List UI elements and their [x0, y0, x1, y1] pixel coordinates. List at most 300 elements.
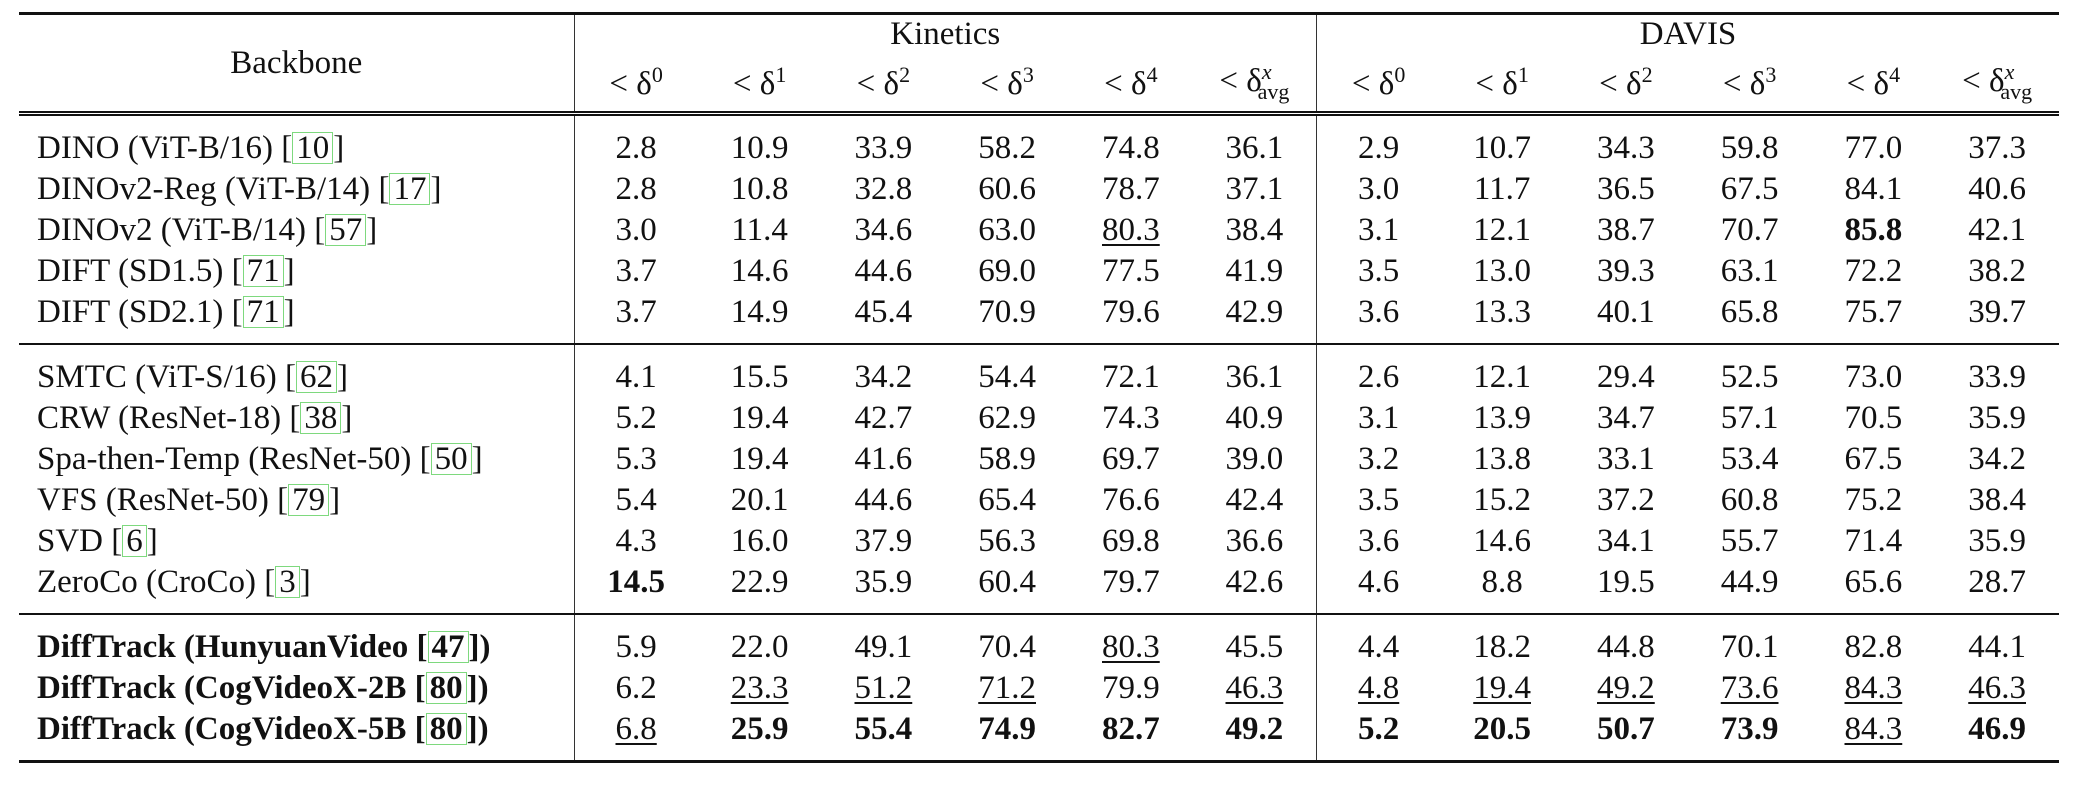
value: 12.1	[1473, 212, 1531, 248]
value-cell	[574, 292, 698, 344]
value: 34.2	[854, 359, 913, 395]
value-cell	[1193, 292, 1317, 344]
backbone-name: DIFT (SD2.1)	[37, 294, 224, 330]
value: 44.1	[1968, 629, 2026, 665]
metric-superscript: 3	[1022, 61, 1034, 87]
value-cell	[822, 210, 946, 251]
metric-symbol: < δ	[1475, 65, 1518, 102]
value: 65.4	[978, 482, 1036, 518]
value-cell	[1564, 480, 1688, 521]
value-cell	[1935, 614, 2059, 668]
value: 60.6	[978, 171, 1036, 207]
value-cell	[1935, 439, 2059, 480]
value: 51.2	[854, 670, 913, 706]
backbone-name: DIFT (SD1.5)	[37, 253, 224, 289]
value-cell	[1812, 169, 1936, 210]
value: 39.3	[1597, 253, 1655, 289]
value-cell	[574, 251, 698, 292]
value-cell	[698, 614, 822, 668]
value: 41.9	[1225, 253, 1284, 289]
value-cell	[698, 562, 822, 614]
value-cell	[1564, 169, 1688, 210]
value-cell	[1193, 480, 1317, 521]
value: 5.9	[615, 629, 657, 665]
value-cell	[1688, 614, 1812, 668]
value: 42.7	[854, 400, 913, 436]
value: 37.3	[1968, 130, 2026, 166]
metric-symbol: < δ	[1104, 65, 1147, 102]
value-cell	[1317, 114, 1441, 170]
value: 59.8	[1720, 130, 1779, 166]
citation-link[interactable]: 10	[292, 132, 333, 164]
value: 14.9	[730, 294, 789, 330]
backbone-name-close: )	[477, 670, 489, 706]
value: 70.4	[978, 629, 1036, 665]
value-cell	[1688, 562, 1812, 614]
value: 79.9	[1102, 670, 1160, 706]
value-cell	[822, 251, 946, 292]
value-cell	[1440, 114, 1564, 170]
value: 74.8	[1102, 130, 1160, 166]
value: 63.1	[1720, 253, 1779, 289]
value-cell	[1069, 709, 1193, 762]
value: 4.4	[1358, 629, 1400, 665]
value: 14.5	[607, 564, 665, 600]
value: 84.3	[1844, 670, 1903, 706]
value-cell	[1069, 344, 1193, 398]
value: 70.5	[1844, 400, 1903, 436]
value: 44.8	[1597, 629, 1655, 665]
value: 44.6	[854, 482, 913, 518]
value-cell	[1688, 114, 1812, 170]
metric-header-davis-1	[1440, 53, 1564, 114]
metric-header-kinetics-4	[1069, 53, 1193, 114]
value-cell	[1193, 614, 1317, 668]
value: 44.9	[1720, 564, 1779, 600]
value-cell	[822, 344, 946, 398]
value-cell	[1193, 521, 1317, 562]
value-cell	[1688, 480, 1812, 521]
value-cell	[822, 521, 946, 562]
metric-header-davis-4	[1812, 53, 1936, 114]
value-cell	[1935, 398, 2059, 439]
value-cell	[1935, 480, 2059, 521]
value-cell	[1440, 668, 1564, 709]
value: 76.6	[1102, 482, 1160, 518]
value: 39.7	[1968, 294, 2026, 330]
value-cell	[1069, 614, 1193, 668]
table-row	[19, 251, 2059, 292]
group-header-row	[19, 14, 2059, 54]
value: 11.4	[731, 212, 788, 248]
value-cell	[945, 169, 1069, 210]
value-cell	[1564, 521, 1688, 562]
value: 70.7	[1720, 212, 1779, 248]
citation-link[interactable]: 17	[389, 173, 430, 205]
value: 3.0	[615, 212, 657, 248]
value: 80.3	[1102, 212, 1160, 248]
value: 75.2	[1844, 482, 1903, 518]
value-cell	[822, 292, 946, 344]
value: 28.7	[1968, 564, 2026, 600]
metric-superscript: 1	[775, 61, 787, 87]
backbone-name: DiffTrack (HunyuanVideo	[37, 629, 409, 665]
value-cell	[822, 668, 946, 709]
value-cell	[574, 398, 698, 439]
value-cell	[1069, 562, 1193, 614]
value: 34.3	[1597, 130, 1655, 166]
backbone-name: DINO (ViT-B/16)	[37, 130, 274, 166]
backbone-name-cell: SMTC (ViT-S/16) [ 62 ]	[19, 344, 574, 398]
backbone-name-cell: DINO (ViT-B/16) [ 10 ]	[37, 130, 345, 166]
value: 4.1	[615, 359, 657, 395]
value: 5.2	[1358, 711, 1400, 747]
value-cell	[1688, 210, 1812, 251]
value: 5.3	[615, 441, 657, 477]
value-cell	[945, 114, 1069, 170]
value-cell	[1812, 114, 1936, 170]
value: 71.2	[978, 670, 1036, 706]
value: 38.2	[1968, 253, 2026, 289]
value: 13.0	[1473, 253, 1531, 289]
value: 4.3	[615, 523, 657, 559]
citation-link[interactable]: 71	[243, 255, 284, 287]
value-cell	[1317, 562, 1441, 614]
backbone-name-cell: VFS (ResNet-50) [ 79 ]	[37, 482, 341, 518]
value-cell	[1069, 439, 1193, 480]
citation-link[interactable]: 6	[122, 525, 147, 557]
metric-superscript: x	[1261, 59, 1272, 85]
value: 54.4	[978, 359, 1036, 395]
value: 34.2	[1968, 441, 2026, 477]
value: 73.0	[1844, 359, 1903, 395]
value-cell	[1069, 668, 1193, 709]
value: 74.3	[1102, 400, 1160, 436]
value: 69.7	[1102, 441, 1160, 477]
table-row	[19, 439, 2059, 480]
value: 23.3	[730, 670, 789, 706]
value: 78.7	[1102, 171, 1160, 207]
backbone-name: DINOv2-Reg (ViT-B/14)	[37, 171, 371, 207]
value-cell	[1069, 169, 1193, 210]
value-cell	[1317, 521, 1441, 562]
value-cell	[698, 114, 822, 170]
value: 40.9	[1225, 400, 1284, 436]
metric-superscript: 0	[651, 61, 663, 87]
value-cell	[945, 709, 1069, 762]
value-cell	[1069, 210, 1193, 251]
backbone-name-cell: DiffTrack (CogVideoX-5B [ 80 ])	[19, 709, 574, 762]
value: 46.3	[1225, 670, 1284, 706]
value-cell	[1440, 251, 1564, 292]
value: 37.1	[1225, 171, 1284, 207]
backbone-name: DINOv2 (ViT-B/14)	[37, 212, 307, 248]
value: 2.6	[1358, 359, 1400, 395]
value-cell	[945, 614, 1069, 668]
value: 84.1	[1844, 171, 1903, 207]
value-cell	[1193, 668, 1317, 709]
value: 42.6	[1225, 564, 1284, 600]
value: 52.5	[1720, 359, 1779, 395]
metric-superscript: 4	[1889, 61, 1901, 87]
value: 72.2	[1844, 253, 1903, 289]
backbone-name-cell: DIFT (SD1.5) [ 71 ]	[37, 253, 295, 289]
value: 22.9	[730, 564, 789, 600]
value-cell	[945, 439, 1069, 480]
value-cell	[574, 210, 698, 251]
value-cell	[1812, 210, 1936, 251]
value-cell	[945, 398, 1069, 439]
value-cell	[1935, 292, 2059, 344]
metric-symbol: < δ	[1351, 65, 1395, 102]
value-cell	[1317, 439, 1441, 480]
backbone-name-cell: ZeroCo (CroCo) [ 3 ]	[37, 564, 311, 600]
value-cell	[1440, 562, 1564, 614]
backbone-name: SVD	[37, 523, 104, 559]
value: 82.7	[1102, 711, 1160, 747]
value: 40.1	[1597, 294, 1655, 330]
value-cell	[574, 709, 698, 762]
metric-symbol: < δ	[732, 65, 776, 102]
value-cell	[1069, 398, 1193, 439]
value-cell	[698, 344, 822, 398]
value-cell	[1440, 344, 1564, 398]
value: 20.5	[1473, 711, 1531, 747]
value: 55.7	[1720, 523, 1779, 559]
value: 41.6	[854, 441, 913, 477]
value: 4.8	[1358, 670, 1400, 706]
value: 35.9	[1968, 523, 2026, 559]
metric-header-davis-5	[1935, 53, 2059, 114]
value-cell	[1193, 439, 1317, 480]
value-cell	[1812, 439, 1936, 480]
value-cell	[1440, 480, 1564, 521]
value: 45.4	[854, 294, 913, 330]
value-cell	[1812, 344, 1936, 398]
metric-symbol: < δ	[1599, 65, 1642, 102]
value-cell	[1688, 521, 1812, 562]
value: 58.9	[978, 441, 1036, 477]
value-cell	[945, 344, 1069, 398]
value: 84.3	[1844, 711, 1903, 747]
metric-symbol: < δ	[1722, 65, 1766, 102]
citation-link[interactable]: 57	[325, 214, 366, 246]
value: 63.0	[978, 212, 1036, 248]
value: 3.5	[1358, 253, 1400, 289]
table-row	[19, 210, 2059, 251]
value: 15.5	[730, 359, 789, 395]
value: 35.9	[1968, 400, 2026, 436]
value: 4.6	[1358, 564, 1400, 600]
metric-header-kinetics-0	[574, 53, 698, 114]
backbone-name-close: )	[479, 629, 491, 665]
value: 22.0	[730, 629, 789, 665]
value: 14.6	[1473, 523, 1531, 559]
value-cell	[1564, 344, 1688, 398]
citation-link[interactable]: 38	[300, 402, 341, 434]
value-cell	[1193, 114, 1317, 170]
value: 73.6	[1720, 670, 1779, 706]
value-cell	[1564, 114, 1688, 170]
value-cell	[1564, 562, 1688, 614]
value: 6.2	[615, 670, 657, 706]
value-cell	[945, 251, 1069, 292]
value: 53.4	[1720, 441, 1779, 477]
value-cell	[1812, 398, 1936, 439]
value: 37.2	[1597, 482, 1655, 518]
metric-symbol: < δ	[609, 65, 652, 102]
value-cell	[945, 292, 1069, 344]
value: 46.9	[1968, 711, 2026, 747]
citation-link[interactable]: 3	[275, 566, 300, 598]
value: 38.7	[1597, 212, 1655, 248]
value: 79.6	[1102, 294, 1160, 330]
value-cell	[698, 251, 822, 292]
value-cell	[1193, 251, 1317, 292]
value: 32.8	[854, 171, 913, 207]
value: 2.8	[615, 130, 657, 166]
backbone-name-cell: SVD [ 6 ]	[37, 523, 158, 559]
value-cell	[1317, 210, 1441, 251]
value: 50.7	[1597, 711, 1655, 747]
value-cell	[1317, 292, 1441, 344]
value: 73.9	[1720, 711, 1779, 747]
value: 3.5	[1358, 482, 1400, 518]
value-cell	[822, 114, 946, 170]
value-cell	[1069, 521, 1193, 562]
value-cell	[1688, 169, 1812, 210]
value-cell	[1812, 521, 1936, 562]
value-cell	[1440, 521, 1564, 562]
value: 67.5	[1844, 441, 1903, 477]
value: 49.1	[854, 629, 913, 665]
value: 3.2	[1358, 441, 1400, 477]
value-cell	[1564, 251, 1688, 292]
value-cell	[822, 439, 946, 480]
value-cell	[822, 480, 946, 521]
table-row	[19, 614, 2059, 668]
value: 85.8	[1844, 212, 1903, 248]
value-cell	[1812, 292, 1936, 344]
table-row	[19, 114, 2059, 170]
value: 2.8	[615, 171, 657, 207]
value: 3.7	[615, 294, 657, 330]
value-cell	[1688, 398, 1812, 439]
value: 16.0	[730, 523, 789, 559]
value-cell	[574, 169, 698, 210]
value-cell	[1564, 439, 1688, 480]
citation-link[interactable]: 80	[426, 713, 467, 745]
metric-subscript: avg	[1257, 78, 1290, 104]
value: 6.8	[615, 711, 657, 747]
metric-header-kinetics-2	[822, 53, 946, 114]
value: 13.9	[1473, 400, 1531, 436]
value-cell	[1317, 709, 1441, 762]
value-cell	[698, 210, 822, 251]
value: 60.8	[1720, 482, 1779, 518]
value: 33.9	[1968, 359, 2026, 395]
metric-superscript: 3	[1765, 61, 1777, 87]
value-cell	[574, 480, 698, 521]
value: 49.2	[1597, 670, 1655, 706]
value: 39.0	[1225, 441, 1284, 477]
value-cell	[1069, 292, 1193, 344]
metric-header-davis-3	[1688, 53, 1812, 114]
value: 19.5	[1597, 564, 1655, 600]
value: 42.4	[1225, 482, 1284, 518]
value-cell	[1564, 292, 1688, 344]
value-cell	[1935, 210, 2059, 251]
metric-symbol: < δ	[980, 65, 1023, 102]
table-row	[19, 292, 2059, 344]
value: 3.0	[1358, 171, 1400, 207]
value-cell	[1688, 668, 1812, 709]
value: 3.6	[1358, 523, 1400, 559]
value-cell	[1193, 709, 1317, 762]
value: 62.9	[978, 400, 1036, 436]
value-cell	[945, 521, 1069, 562]
value-cell	[1935, 114, 2059, 170]
value-cell	[574, 614, 698, 668]
citation-link[interactable]: 47	[428, 631, 469, 663]
value: 13.3	[1473, 294, 1531, 330]
value-cell	[945, 480, 1069, 521]
citation-link[interactable]: 80	[426, 672, 467, 704]
value: 3.7	[615, 253, 657, 289]
value-cell	[822, 169, 946, 210]
citation-link[interactable]: 50	[431, 443, 472, 475]
metric-symbol: < δ	[1846, 65, 1890, 102]
value: 5.2	[615, 400, 657, 436]
backbone-name: DiffTrack (CogVideoX-2B	[37, 670, 407, 706]
citation-link[interactable]: 71	[243, 296, 284, 328]
value-cell	[698, 521, 822, 562]
value-cell	[574, 114, 698, 170]
value: 33.1	[1597, 441, 1655, 477]
value-cell	[698, 709, 822, 762]
value-cell	[1688, 251, 1812, 292]
kinetics-group-header: Kinetics	[574, 14, 1317, 54]
value: 34.1	[1597, 523, 1655, 559]
value: 19.4	[730, 441, 789, 477]
metric-header-kinetics-3	[945, 53, 1069, 114]
value-cell	[1688, 709, 1812, 762]
value-cell	[574, 439, 698, 480]
table-row	[19, 398, 2059, 439]
value: 19.4	[1473, 670, 1531, 706]
value-cell	[1317, 251, 1441, 292]
value: 38.4	[1225, 212, 1284, 248]
citation-link[interactable]: 79	[288, 484, 329, 516]
citation-link[interactable]: 62	[296, 361, 337, 393]
value: 80.3	[1102, 629, 1160, 665]
value: 36.6	[1225, 523, 1284, 559]
backbone-name-cell: Spa-then-Temp (ResNet-50) [ 50 ]	[37, 441, 483, 477]
value: 55.4	[854, 711, 913, 747]
table-row	[19, 480, 2059, 521]
table-row	[19, 169, 2059, 210]
value-cell	[1069, 480, 1193, 521]
value: 2.9	[1358, 130, 1400, 166]
value-cell	[945, 562, 1069, 614]
value-cell	[1688, 439, 1812, 480]
table-row	[19, 344, 2059, 398]
value-cell	[1935, 251, 2059, 292]
value: 13.8	[1473, 441, 1531, 477]
value: 58.2	[978, 130, 1036, 166]
value-cell	[1317, 169, 1441, 210]
metric-subscript: avg	[2000, 78, 2033, 104]
